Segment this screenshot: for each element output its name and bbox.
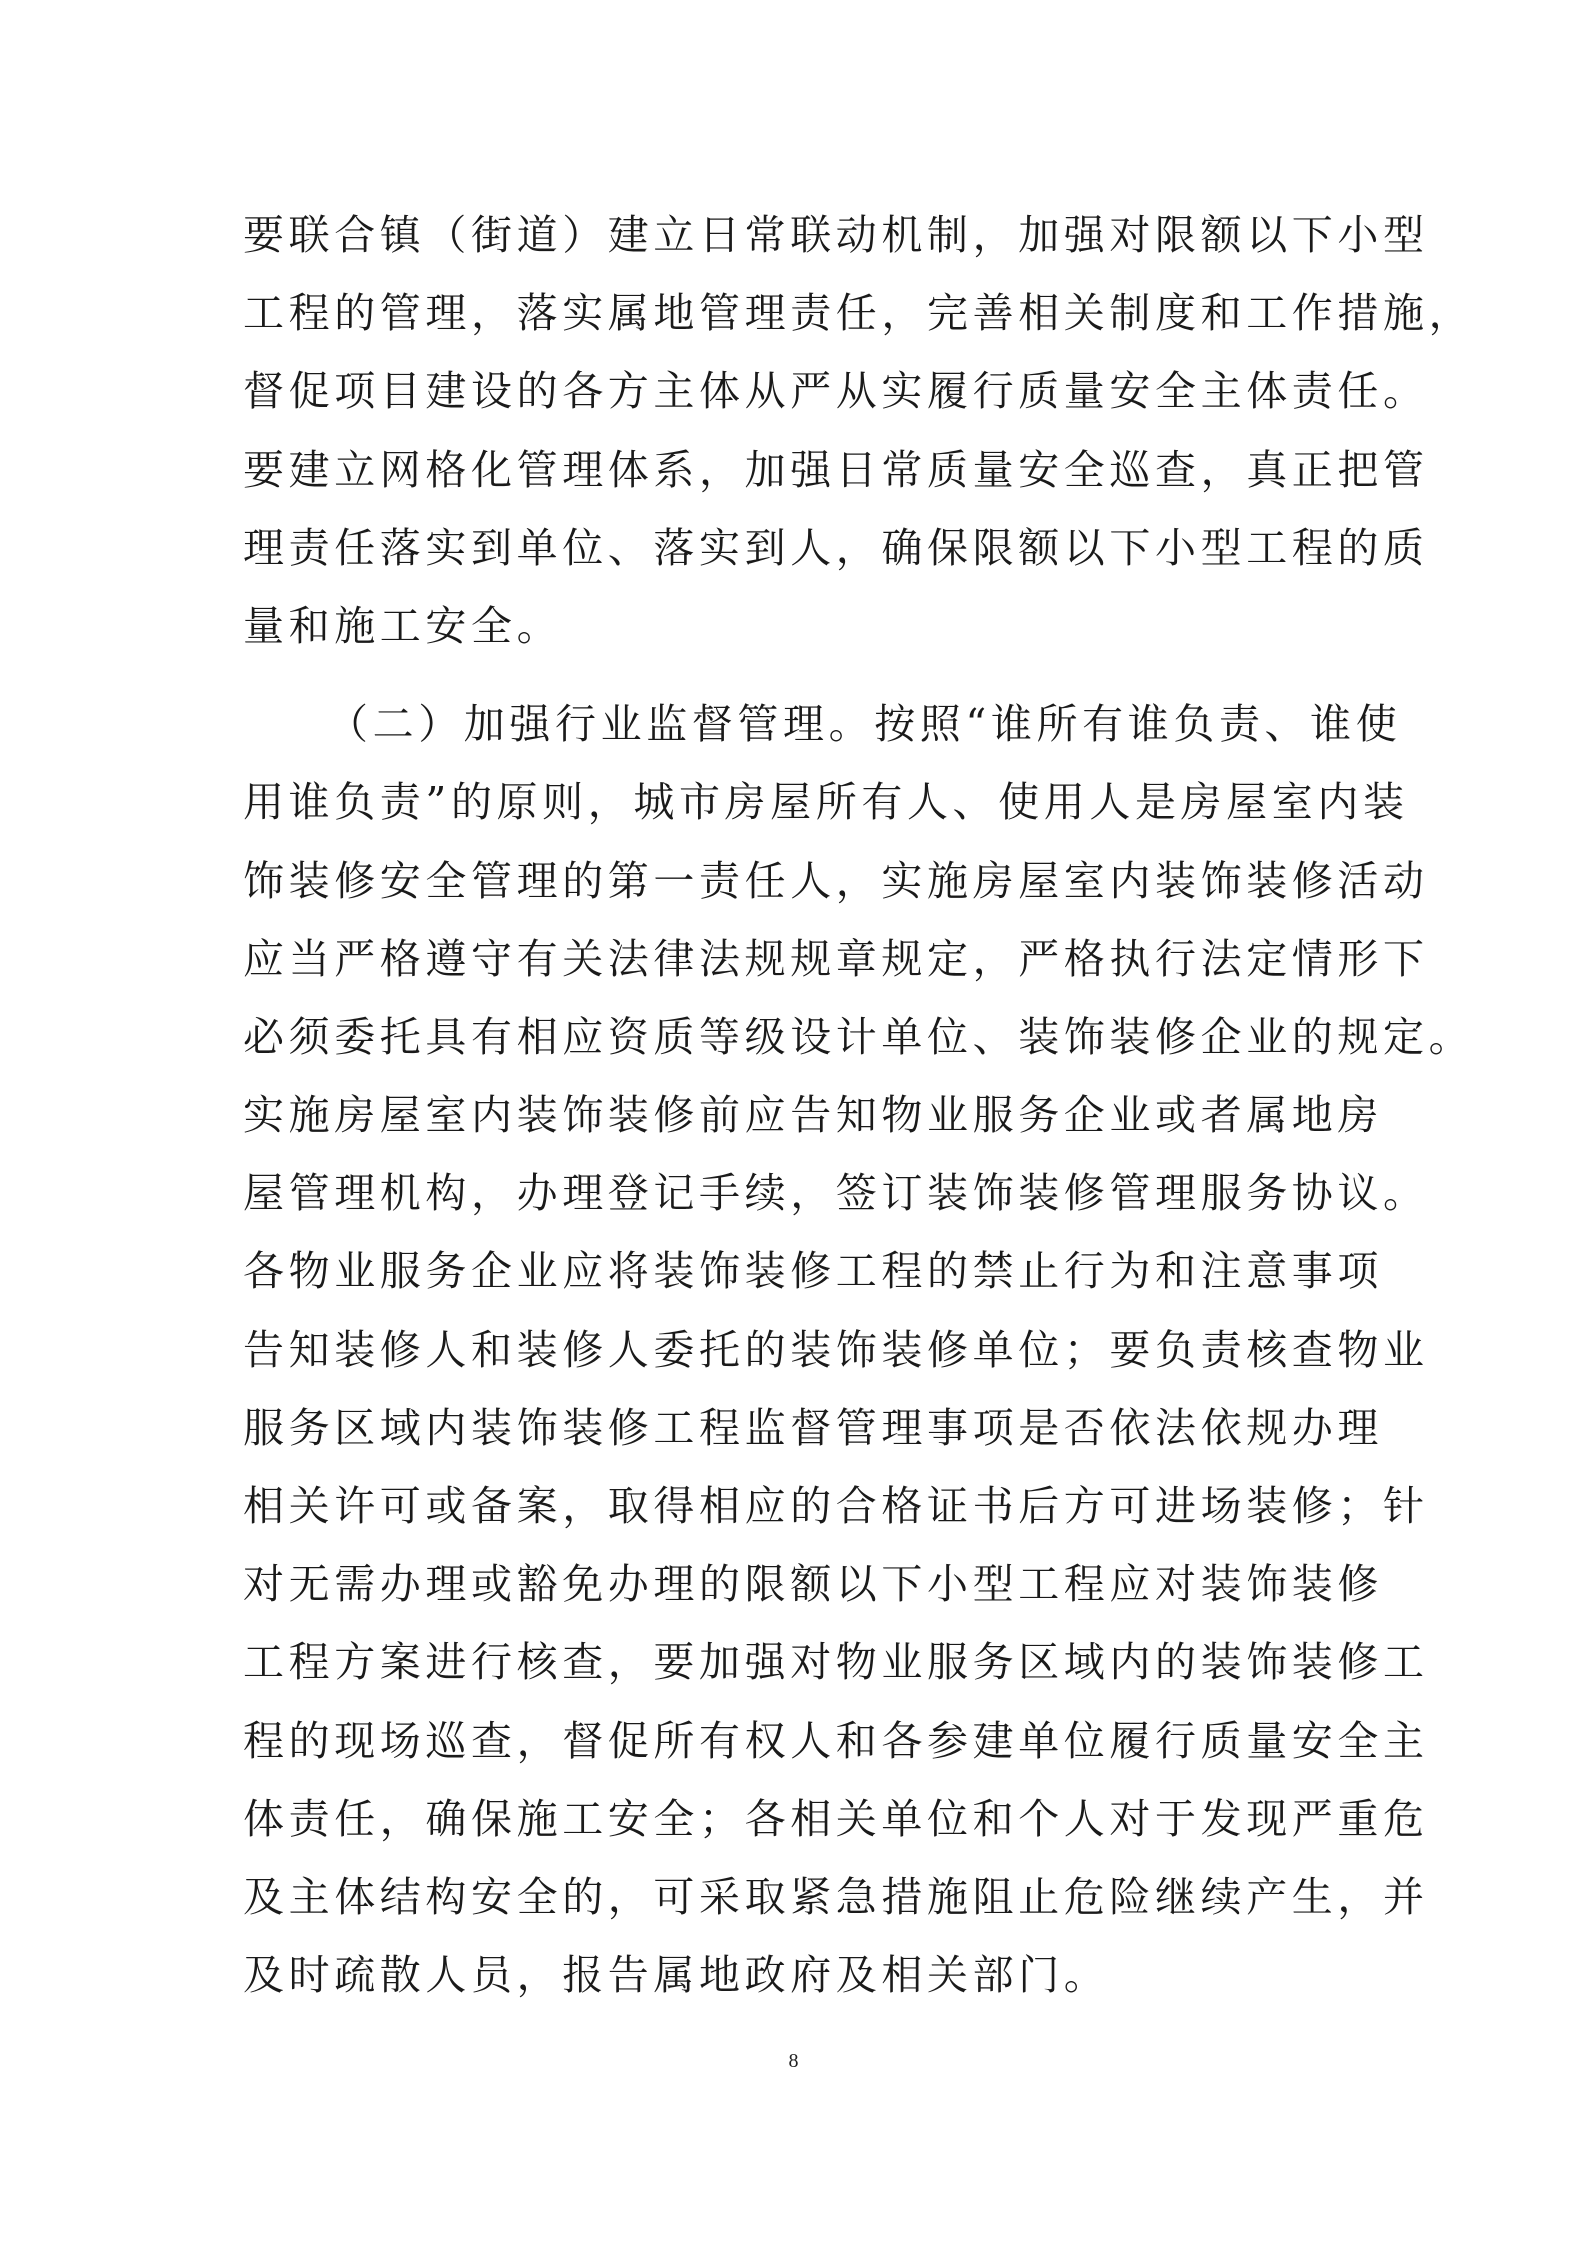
paragraph-1-line-2: 工程的管理，落实属地管理责任，完善相关制度和工作措施， — [243, 289, 1475, 338]
paragraph-2-line-16: 及主体结构安全的，可采取紧急措施阻止危险继续产生，并 — [243, 1872, 1429, 1921]
paragraph-2-line-6: 实施房屋室内装饰装修前应告知物业服务企业或者属地房 — [243, 1091, 1383, 1140]
paragraph-1-line-6: 量和施工安全。 — [243, 601, 563, 650]
paragraph-2-line-12: 对无需办理或豁免办理的限额以下小型工程应对装饰装修 — [243, 1560, 1383, 1609]
paragraph-2-line-10: 服务区域内装饰装修工程监督管理事项是否依法依规办理 — [243, 1403, 1383, 1452]
paragraph-2-line-3: 饰装修安全管理的第一责任人，实施房屋室内装饰装修活动 — [243, 856, 1429, 905]
paragraph-1-line-4: 要建立网格化管理体系，加强日常质量安全巡查，真正把管 — [243, 445, 1429, 494]
paragraph-2-line-14: 程的现场巡查，督促所有权人和各参建单位履行质量安全主 — [243, 1716, 1429, 1765]
paragraph-1-line-5: 理责任落实到单位、落实到人，确保限额以下小型工程的质 — [243, 523, 1429, 572]
paragraph-2-line-2: 用谁负责”的原则，城市房屋所有人、使用人是房屋室内装 — [243, 778, 1409, 827]
paragraph-2-line-7: 屋管理机构，办理登记手续，签订装饰装修管理服务协议。 — [243, 1169, 1429, 1218]
page-number: 8 — [788, 2050, 799, 2072]
paragraph-1-line-1: 要联合镇（街道）建立日常联动机制，加强对限额以下小型 — [243, 211, 1429, 259]
body-text — [243, 196, 1475, 2014]
paragraph-2-line-17: 及时疏散人员，报告属地政府及相关部门。 — [243, 1951, 1110, 2000]
paragraph-2-line-13: 工程方案进行核查，要加强对物业服务区域内的装饰装修工 — [243, 1638, 1429, 1687]
paragraph-2-line-8: 各物业服务企业应将装饰装修工程的禁止行为和注意事项 — [243, 1247, 1383, 1296]
paragraph-2-line-4: 应当严格遵守有关法律法规规章规定，严格执行法定情形下 — [243, 934, 1429, 983]
paragraph-1-line-3: 督促项目建设的各方主体从严从实履行质量安全主体责任。 — [243, 367, 1429, 416]
paragraph-2-line-11: 相关许可或备案，取得相应的合格证书后方可进场装修；针 — [243, 1482, 1429, 1530]
paragraph-2-line-9: 告知装修人和装修人委托的装饰装修单位；要负责核查物业 — [243, 1325, 1429, 1374]
paragraph-2-line-15: 体责任，确保施工安全；各相关单位和个人对于发现严重危 — [243, 1794, 1429, 1843]
paragraph-2-line-1: （二）加强行业监督管理。按照“谁所有谁负责、谁使 — [327, 700, 1402, 749]
paragraph-2-line-5: 必须委托具有相应资质等级设计单位、装饰装修企业的规定。 — [243, 1012, 1475, 1061]
